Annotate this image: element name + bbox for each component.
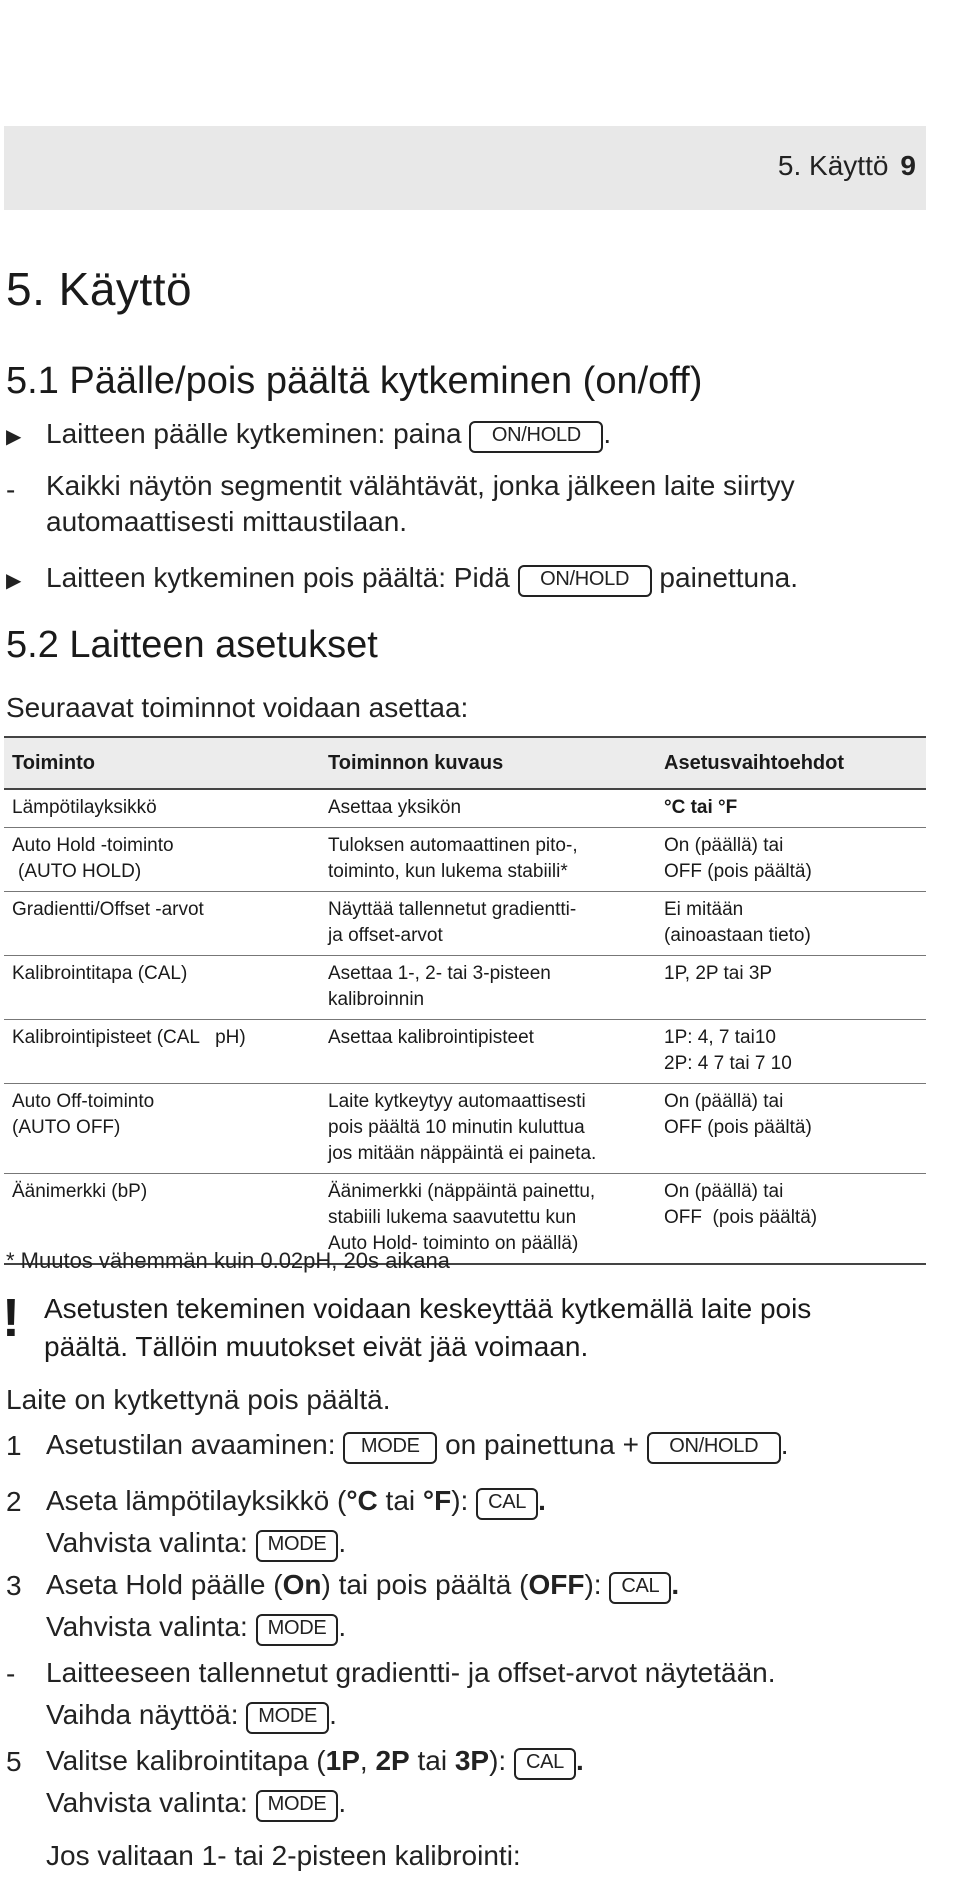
confirm-text: Vahvista valinta: [46, 1527, 248, 1558]
step-text: on painettuna + [445, 1429, 639, 1460]
device-off-note: Laite on kytkettynä pois päältä. [6, 1384, 391, 1415]
bullet-segments [46, 468, 795, 540]
bullet-text: Laitteen päälle kytkeminen: paina [46, 418, 462, 449]
cell-description: Näyttää tallennetut gradientti- ja offset-arvot [320, 892, 656, 956]
table-row [4, 1084, 926, 1174]
column-header: Asetusvaihtoehdot [656, 737, 926, 789]
settings-table [4, 736, 926, 1265]
cell-description: Asettaa yksikön [320, 789, 656, 828]
cell-options: °C tai °F [656, 789, 926, 828]
step-text: ): [489, 1745, 507, 1776]
table-row [4, 892, 926, 956]
settings-intro: Seuraavat toiminnot voidaan asettaa: [6, 692, 469, 723]
cell-description: Tuloksen automaattinen pito-, toiminto, kun lukema stabiili* [320, 828, 656, 892]
step-1 [46, 1424, 788, 1466]
unit-celsius: °C [346, 1485, 378, 1516]
mode-key: MODE [343, 1432, 437, 1464]
table-row [4, 956, 926, 1020]
column-header: Toiminnon kuvaus [320, 737, 656, 789]
step-text: . [780, 1429, 789, 1460]
cal-key: CAL [514, 1748, 576, 1780]
unit-fahrenheit: °F [422, 1485, 452, 1516]
warning-line: Asetusten tekeminen voidaan keskeyttää kytkemällä laite pois [44, 1293, 812, 1324]
cell-function: Auto Hold -toiminto (AUTO HOLD) [4, 828, 320, 892]
warning-exclamation-icon: ! [2, 1288, 20, 1348]
option-on: On [282, 1569, 322, 1600]
confirm-text: Vaihda näyttöä: [46, 1699, 239, 1730]
confirm-punct: . [329, 1699, 337, 1730]
running-header [778, 150, 916, 182]
step-number: 1 [6, 1430, 22, 1461]
mode-key: MODE [256, 1530, 339, 1562]
cell-function: Kalibrointipisteet (CAL pH) [4, 1020, 320, 1084]
table-row [4, 1020, 926, 1084]
dash-bullet: - [6, 474, 16, 505]
step-text: Valitse kalibrointitapa ( [46, 1745, 326, 1776]
option-1p: 1P [325, 1745, 360, 1776]
step-number: 3 [6, 1570, 22, 1601]
step-text: Asetustilan avaaminen: [46, 1429, 336, 1460]
cell-options: 1P, 2P tai 3P [656, 956, 926, 1020]
column-header: Toiminto [4, 737, 320, 789]
section-5-2-heading: 5.2 Laitteen asetukset [6, 624, 378, 666]
cell-description: Asettaa 1-, 2- tai 3-pisteen kalibroinnin [320, 956, 656, 1020]
step-text: ): [584, 1569, 602, 1600]
step-2 [46, 1480, 546, 1564]
table-header-row [4, 737, 926, 789]
warning-text [44, 1290, 924, 1366]
step-text: Aseta lämpötilayksikkö ( [46, 1485, 347, 1516]
bullet-power-off [46, 560, 798, 597]
bullet-punct: . [603, 418, 612, 449]
cell-function: Kalibrointitapa (CAL) [4, 956, 320, 1020]
on-hold-key: ON/HOLD [518, 565, 652, 597]
step-text: tai [409, 1745, 455, 1776]
triangle-bullet-icon: ▶ [6, 570, 22, 592]
step-number: - [6, 1658, 16, 1689]
step-text: Laitteeseen tallennetut gradientti- ja offset-arvot näytetään. [46, 1657, 776, 1688]
bullet-line: automaattisesti mittaustilaan. [46, 506, 408, 537]
step-text: Aseta Hold päälle ( [46, 1569, 283, 1600]
confirm-text: Vahvista valinta: [46, 1787, 248, 1818]
step-5 [46, 1740, 584, 1824]
cell-function: Äänimerkki (bP) [4, 1174, 320, 1265]
mode-key: MODE [256, 1790, 339, 1822]
page-number: 9 [900, 150, 916, 181]
on-hold-key: ON/HOLD [469, 421, 603, 453]
table-row [4, 828, 926, 892]
cell-description: Asettaa kalibrointipisteet [320, 1020, 656, 1084]
confirm-punct: . [338, 1787, 347, 1818]
header-section: 5. Käyttö [777, 150, 889, 181]
footnote: * Muutos vähemmän kuin 0.02pH, 20s aikana [6, 1248, 450, 1273]
confirm-text: Vahvista valinta: [46, 1611, 248, 1642]
step-text: . [671, 1569, 680, 1600]
mode-key: MODE [246, 1702, 329, 1734]
on-hold-key: ON/HOLD [647, 1432, 781, 1464]
cell-function: Auto Off-toiminto (AUTO OFF) [4, 1084, 320, 1174]
triangle-bullet-icon: ▶ [6, 426, 22, 448]
step-number: 5 [6, 1746, 22, 1777]
section-5-1-heading: 5.1 Päälle/pois päältä kytkeminen (on/off) [6, 360, 703, 402]
step-text: ) tai pois päältä ( [321, 1569, 529, 1600]
chapter-title: 5. Käyttö [6, 263, 193, 315]
confirm-punct: . [338, 1611, 347, 1642]
step-text: . [538, 1485, 546, 1516]
calibration-note: Jos valitaan 1- tai 2-pisteen kalibrointi: [46, 1840, 521, 1871]
cell-options: On (päällä) tai OFF (pois päältä) [656, 828, 926, 892]
confirm-punct: . [338, 1527, 347, 1558]
cell-options: On (päällä) tai OFF (pois päältä) [656, 1174, 926, 1265]
cell-description: Äänimerkki (näppäintä painettu, stabiili lukema saavutettu kun Auto Hold- toiminto on päällä) [320, 1174, 656, 1265]
cal-key: CAL [476, 1488, 538, 1520]
step-text: , [359, 1745, 376, 1776]
option-off: OFF [528, 1569, 585, 1600]
cell-options: 1P: 4, 7 tai10 2P: 4 7 tai 7 10 [656, 1020, 926, 1084]
table-row [4, 789, 926, 828]
step-number: 2 [6, 1486, 22, 1517]
bullet-text: Laitteen kytkeminen pois päältä: Pidä [46, 562, 510, 593]
step-text: ): [451, 1485, 469, 1516]
cell-options: Ei mitään (ainoastaan tieto) [656, 892, 926, 956]
option-3p: 3P [454, 1745, 490, 1776]
bullet-text: painettuna. [659, 562, 798, 593]
cell-description: Laite kytkeytyy automaattisesti pois päältä 10 minutin kuluttua jos mitään näppäintä ei paineta. [320, 1084, 656, 1174]
cell-function: Lämpötilayksikkö [4, 789, 320, 828]
step-text: tai [377, 1485, 423, 1516]
option-2p: 2P [375, 1745, 410, 1776]
bullet-line: Kaikki näytön segmentit välähtävät, jonka jälkeen laite siirtyy [46, 470, 795, 501]
bullet-power-on [46, 416, 611, 453]
warning-line: päältä. Tällöin muutokset eivät jää voimaan. [44, 1331, 589, 1362]
step-3 [46, 1564, 679, 1648]
cal-key: CAL [609, 1572, 671, 1604]
step-4 [46, 1652, 776, 1736]
cell-function: Gradientti/Offset -arvot [4, 892, 320, 956]
mode-key: MODE [256, 1614, 339, 1646]
step-text: . [575, 1745, 584, 1776]
cell-options: On (päällä) tai OFF (pois päältä) [656, 1084, 926, 1174]
